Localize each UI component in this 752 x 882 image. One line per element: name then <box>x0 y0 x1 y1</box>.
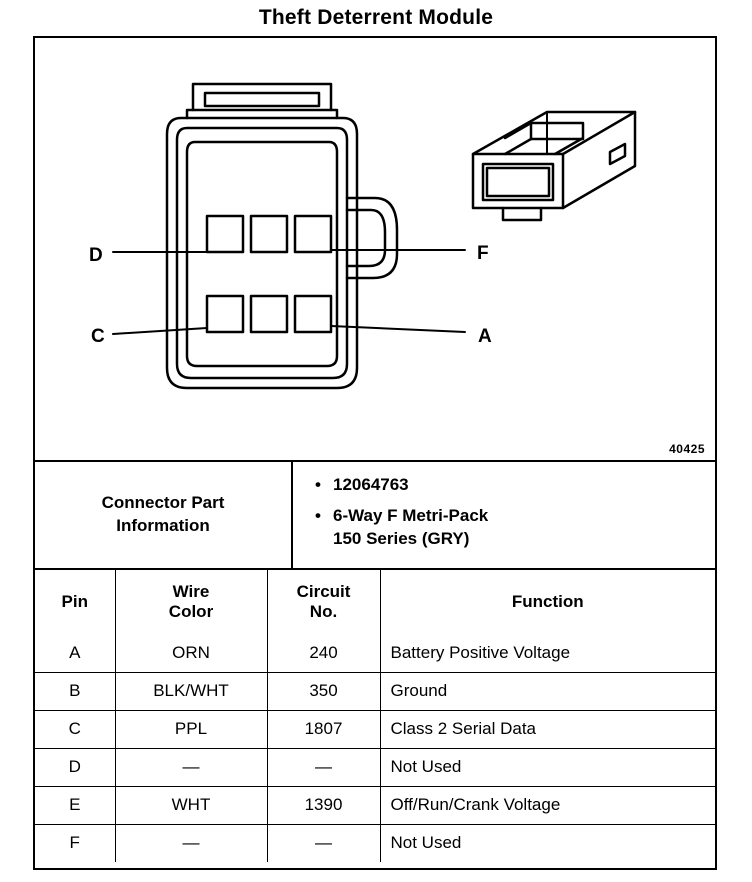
callout-a: A <box>478 326 492 347</box>
callout-c: C <box>91 326 105 347</box>
connector-type-line1: 6-Way F Metri-Pack <box>333 505 489 525</box>
cell-function: Ground <box>380 672 715 710</box>
part-number-item: • 12064763 <box>333 474 715 497</box>
cell-circuit-no: 1390 <box>267 786 380 824</box>
column-header-wire-color <box>115 570 267 634</box>
column-header-function: Function <box>511 591 584 611</box>
cell-pin: E <box>35 786 115 824</box>
cell-pin: D <box>35 748 115 786</box>
connector-part-information-label-line2: Information <box>116 516 210 535</box>
cell-circuit-no: 1807 <box>267 710 380 748</box>
connector-type-item <box>333 505 715 551</box>
cell-wire-color: — <box>115 748 267 786</box>
callout-f: F <box>477 243 489 264</box>
column-header-wire-color-line1: Wire <box>172 581 210 601</box>
table-row <box>35 710 715 748</box>
cell-pin: B <box>35 672 115 710</box>
table-row <box>35 748 715 786</box>
cell-pin: C <box>35 710 115 748</box>
cell-pin: A <box>35 634 115 672</box>
diagram-sheet <box>33 36 717 870</box>
connector-illustration <box>35 38 715 462</box>
pin-table <box>35 570 715 862</box>
cell-circuit-no: 350 <box>267 672 380 710</box>
column-header-circuit-no <box>267 570 380 634</box>
connector-type-line2: 150 Series (GRY) <box>333 528 470 548</box>
figure-id-number: 40425 <box>669 442 705 456</box>
column-header-pin: Pin <box>35 570 115 634</box>
connector-part-information-label <box>35 462 293 568</box>
cell-wire-color: PPL <box>115 710 267 748</box>
table-row <box>35 634 715 672</box>
cell-wire-color: BLK/WHT <box>115 672 267 710</box>
column-header-circuit-no-line2: No. <box>309 602 338 621</box>
connector-part-information-list <box>293 462 715 568</box>
column-header-wire-color-line2: Color <box>168 602 214 621</box>
cell-circuit-no: 240 <box>267 634 380 672</box>
connector-part-information <box>35 462 715 570</box>
page-title: Theft Deterrent Module <box>258 6 494 29</box>
table-row <box>35 786 715 824</box>
table-row <box>35 824 715 862</box>
cell-wire-color: WHT <box>115 786 267 824</box>
cell-function: Not Used <box>390 833 462 853</box>
cell-function: Not Used <box>380 748 715 786</box>
column-header-circuit-no-line1: Circuit <box>296 581 351 601</box>
cell-pin: F <box>35 824 115 862</box>
cell-function: Class 2 Serial Data <box>380 710 715 748</box>
cell-function: Off/Run/Crank Voltage <box>380 786 715 824</box>
table-row <box>35 672 715 710</box>
cell-wire-color: — <box>115 824 267 862</box>
cell-wire-color: ORN <box>115 634 267 672</box>
connector-drawing-svg <box>35 38 715 458</box>
table-header-row <box>35 570 715 634</box>
connector-part-information-label-line1: Connector Part <box>101 493 225 513</box>
cell-function: Battery Positive Voltage <box>380 634 715 672</box>
callout-d: D <box>89 245 103 266</box>
cell-circuit-no: — <box>267 824 380 862</box>
cell-circuit-no: — <box>267 748 380 786</box>
